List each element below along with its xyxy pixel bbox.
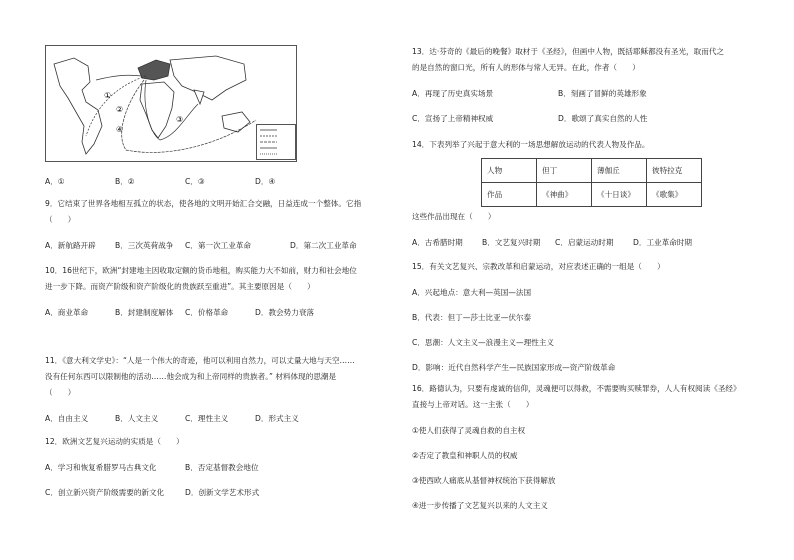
q11-option-c[interactable]: C．理性主义 — [185, 414, 229, 423]
q8-option-a[interactable]: A．① — [45, 177, 65, 186]
q12-stem: 12．欧洲文艺复兴运动的实质是（ ） — [45, 437, 184, 446]
map-marker-1: ① — [104, 91, 112, 100]
q11-option-b[interactable]: B．人文主义 — [115, 414, 159, 423]
map-marker-2: ② — [116, 105, 124, 114]
q12-option-a[interactable]: A．学习和恢复希腊罗马古典文化 — [45, 463, 157, 472]
q16-item-4: ④进一步传播了文艺复兴以来的人文主义 — [412, 501, 548, 510]
legend-lines — [257, 125, 295, 159]
q11-stem-line3: （ ） — [45, 388, 76, 397]
q10-stem-line1: 10．16世纪下，欧洲“封建地主因收取定额的货币地租，购买能力大不如前，财力和社会地位 — [45, 266, 357, 275]
q16-item-3: ③使西欧人痛底从基督神权统治下获得解放 — [412, 476, 556, 485]
table-cell: 《神曲》 — [537, 183, 592, 207]
q9-stem-line1: 9．它结束了世界各地相互孤立的状态，使各地的文明开始汇合交融，日益连成一个整体。它指 — [45, 199, 362, 208]
q14-option-d[interactable]: D．工业革命时期 — [633, 238, 693, 247]
q15-stem: 15．有关文艺复兴、宗教改革和启蒙运动，对应表述正确的一组是（ ） — [412, 262, 665, 271]
q13-option-a[interactable]: A．再现了历史真实场景 — [412, 89, 494, 98]
table-cell: 薄伽丘 — [592, 159, 647, 183]
q16-item-2: ②否定了教皇和神职人员的权威 — [412, 451, 518, 460]
q14-option-b[interactable]: B．文艺复兴时期 — [482, 238, 541, 247]
route-map-figure — [45, 45, 297, 162]
q10-option-a[interactable]: A．商业革命 — [45, 308, 89, 317]
q13-stem-line2: 的是自然的窗口光，所有人的形体与常人无异。在此，作者（ ） — [412, 63, 640, 72]
q10-option-b[interactable]: B．封建制度解体 — [115, 308, 174, 317]
q8-option-c[interactable]: C．③ — [185, 177, 205, 186]
map-legend — [256, 124, 296, 160]
q12-option-b[interactable]: B．否定基督教会地位 — [185, 463, 259, 472]
map-marker-3: ③ — [176, 115, 184, 124]
q13-option-d[interactable]: D．歌颂了真实自然的人性 — [558, 114, 648, 123]
q15-option-c[interactable]: C．思潮：人文主义—浪漫主义—理性主义 — [412, 338, 554, 347]
q9-option-c[interactable]: C．第一次工业革命 — [185, 241, 252, 250]
q9-option-a[interactable]: A．新航路开辟 — [45, 241, 96, 250]
q16-item-1: ①使人们获得了灵魂自救的自主权 — [412, 426, 526, 435]
q11-stem-line2: 没有任何东西可以限制他的活动……他会成为和上帝同样的贵族者。” 材料体现的思潮是 — [45, 372, 337, 381]
q14-after: 这些作品出现在（ ） — [412, 212, 496, 221]
q16-stem-line1: 16．路德认为，只要有虔诚的信仰，灵魂便可以得救，不需要购买赎罪券，人人有权阅读《圣经》 — [412, 384, 741, 393]
q11-stem-line1: 11．《意大利文学史》：“人是一个伟大的奇迹，他可以利用自然力，可以丈量大地与天空…… — [45, 356, 355, 365]
table-cell: 《十日谈》 — [592, 183, 647, 207]
table-cell: 彼特拉克 — [647, 159, 702, 183]
q8-option-d[interactable]: D．④ — [255, 177, 276, 186]
q12-option-c[interactable]: C．创立新兴资产阶级需要的新文化 — [45, 488, 165, 497]
q14-table — [481, 158, 702, 207]
q13-option-c[interactable]: C．宣扬了上帝精神权威 — [412, 114, 494, 123]
table-row — [482, 159, 702, 183]
table-cell: 作品 — [482, 183, 537, 207]
map-marker-4: ④ — [116, 125, 124, 134]
q13-option-b[interactable]: B．刻画了冒鲜的英雄形象 — [558, 89, 647, 98]
q14-option-c[interactable]: C．启蒙运动时期 — [555, 238, 614, 247]
q10-option-d[interactable]: D．教会势力衰落 — [255, 308, 315, 317]
q8-option-b[interactable]: B．② — [115, 177, 135, 186]
q14-stem: 14．下表列举了兴起于意大利的一场思想解放运动的代表人物及作品。 — [412, 140, 650, 149]
q9-option-b[interactable]: B．三次英荷战争 — [115, 241, 174, 250]
q16-stem-line2: 直接与上帝对话。这一主张（ ） — [412, 400, 534, 409]
q13-stem-line1: 13．达·芬奇的《最后的晚餐》取材于《圣经》，但画中人物，既括耶稣都没有圣光，取而代之 — [412, 47, 725, 56]
q12-option-d[interactable]: D．创新文学艺术形式 — [185, 488, 260, 497]
q10-option-c[interactable]: C．价格革命 — [185, 308, 229, 317]
table-row — [482, 183, 702, 207]
q11-option-d[interactable]: D．形式主义 — [255, 414, 299, 423]
table-cell: 人物 — [482, 159, 537, 183]
q15-option-b[interactable]: B．代表：但丁—莎士比亚—伏尔泰 — [412, 313, 532, 322]
q15-option-d[interactable]: D．影响：近代自然科学产生—民族国家形成—资产阶级革命 — [412, 363, 616, 372]
q14-option-a[interactable]: A．古希腊时期 — [412, 238, 463, 247]
table-cell: 《歌集》 — [647, 183, 702, 207]
q9-stem-line2: （ ） — [45, 215, 76, 224]
q11-option-a[interactable]: A．自由主义 — [45, 414, 89, 423]
q9-option-d[interactable]: D．第二次工业革命 — [290, 241, 357, 250]
q10-stem-line2: 进一步下降。而资产阶级和资产阶级化的贵族跃至重进”。其主要原因是（ ） — [45, 282, 315, 291]
table-cell: 但丁 — [537, 159, 592, 183]
q15-option-a[interactable]: A．兴起地点：意大利—英国—法国 — [412, 288, 532, 297]
